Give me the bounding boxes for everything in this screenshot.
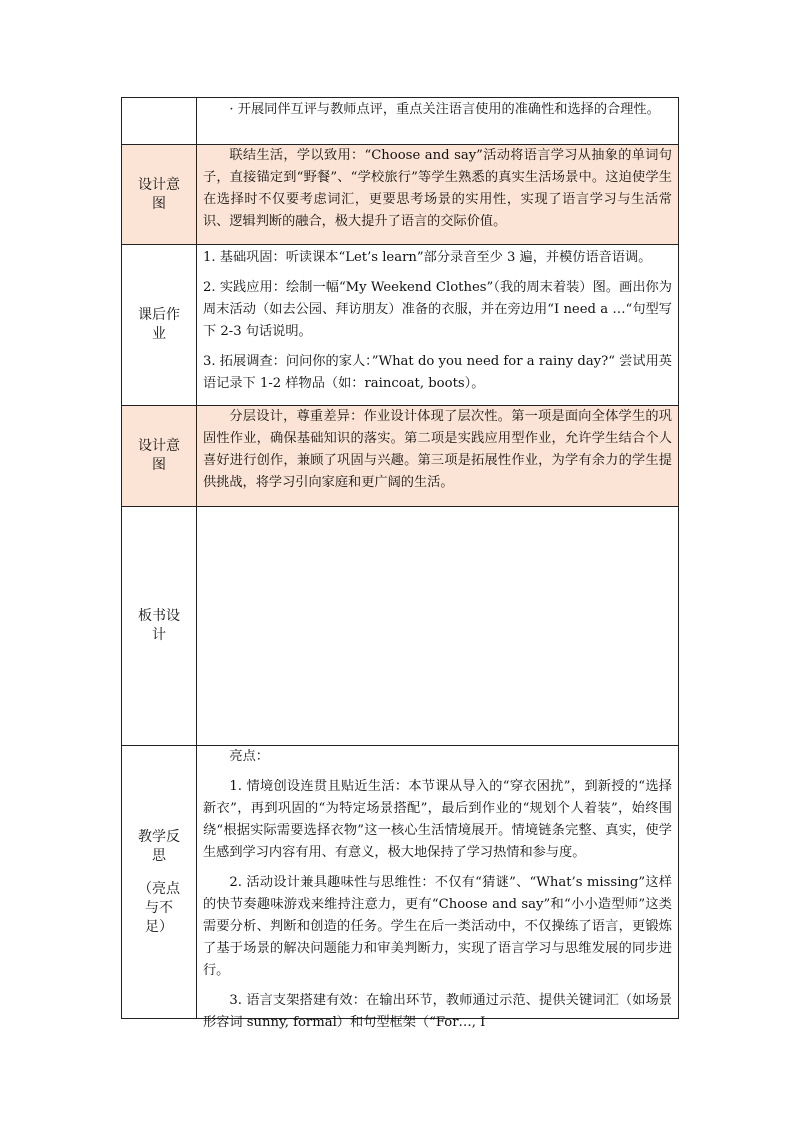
homework-item-1: 1. 基础巩固：听读课本“Let’s learn”部分录音至少 3 遍，并模仿语音语调。	[203, 250, 652, 265]
row-content	[197, 145, 678, 244]
row-label	[122, 406, 197, 506]
homework-item-3: 3. 拓展调查：问问你的家人：”What do you need for a rainy day?“ 尝试用英语记录下 1-2 样物品（如：raincoat, boots）。	[203, 354, 672, 391]
label-subtext: （亮点与不足）	[138, 880, 180, 935]
design-intent-row-2	[121, 405, 679, 506]
peer-review-row	[121, 97, 679, 144]
row-label	[122, 746, 197, 1018]
highlight-1: 1. 情境创设连贯且贴近生活：本节课从导入的“穿衣困扰”，到新授的“选择新衣”，再到巩固的“为特定场景搭配”，最后到作业的“规划个人着装”，始终围绕“根据实际需要选择衣物”这一核心生活情境展开。情境链条完整、真实，使学生感到学习内容有用、有意义，极大地保持了学习热情和参与度。	[203, 779, 672, 860]
highlights-heading: 亮点：	[229, 749, 269, 764]
label-text: 设计意图	[138, 176, 180, 212]
paragraph: 分层设计，尊重差异：作业设计体现了层次性。第一项是面向全体学生的巩固性作业，确保基础知识的落实。第二项是实践应用型作业，允许学生结合个人喜好进行创作，兼顾了巩固与兴趣。第三项是拓展性作业，为学有余力的学生提供挑战，将学习引向家庭和更广阔的生活。	[203, 409, 672, 490]
highlight-3: 3. 语言支架搭建有效：在输出环节，教师通过示范、提供关键词汇（如场景形容词 sunny, formal）和句型框架（“For…, I	[203, 993, 672, 1030]
label-text: 设计意图	[138, 438, 180, 473]
board-design-area	[197, 507, 678, 745]
teaching-reflection-row	[121, 745, 679, 1030]
label-text: 教学反思	[138, 828, 180, 864]
row-content	[197, 406, 678, 506]
row-content	[197, 746, 678, 1030]
row-label	[122, 145, 197, 244]
paragraph: · 开展同伴互评与教师点评，重点关注语言使用的准确性和选择的合理性。	[229, 102, 660, 117]
row-label-empty	[122, 98, 197, 144]
label-text: 板书设计	[138, 608, 180, 643]
homework-item-2: 2. 实践应用：绘制一幅“My Weekend Clothes”（我的周末着装）图。画出你为周末活动（如去公园、拜访朋友）准备的衣服，并在旁边用“I need a …“句型写下 2-3 句话说明。	[203, 280, 672, 339]
highlight-2: 2. 活动设计兼具趣味性与思维性：不仅有“猜谜”、“What’s missing”这样的快节奏趣味游戏来维持注意力，更有“Choose and say”和“小小造型师”这类需要分析、判断和创造的任务。学生在后一类活动中，不仅操练了语言，更锻炼了基于场景的解决问题能力和审美判断力，实现了语言学习与思维发展的同步进行。	[203, 875, 672, 978]
row-content	[197, 98, 678, 144]
homework-row	[121, 244, 679, 405]
row-label	[122, 507, 197, 745]
row-label	[122, 245, 197, 405]
label-text: 课后作业	[138, 307, 180, 342]
paragraph: 联结生活，学以致用：“Choose and say”活动将语言学习从抽象的单词句子，直接锚定到“野餐”、“学校旅行”等学生熟悉的真实生活场景中。这迫使学生在选择时不仅要考虑词汇，更要思考场景的实用性，实现了语言学习与生活常识、逻辑判断的融合，极大提升了语言的交际价值。	[203, 148, 672, 229]
design-intent-row-1	[121, 144, 679, 244]
row-content	[197, 245, 678, 405]
board-design-row	[121, 506, 679, 745]
